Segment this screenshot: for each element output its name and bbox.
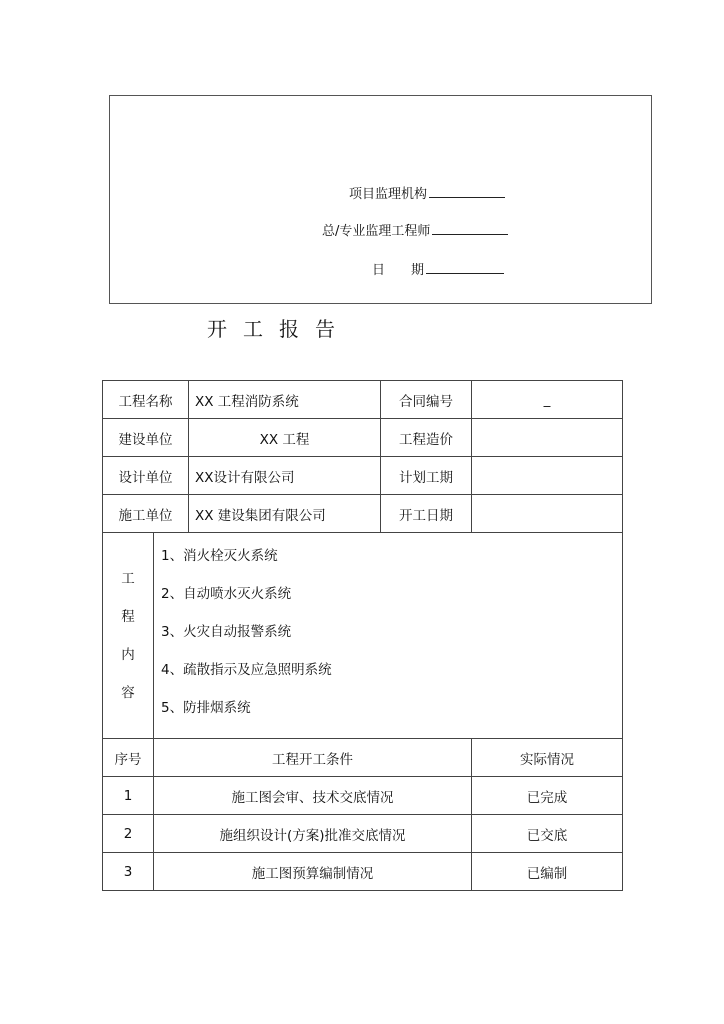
- date-label: 日 期: [372, 263, 425, 278]
- project-cost-label: 工程造价: [381, 419, 472, 457]
- content-label-char: 程: [121, 608, 135, 625]
- signature-box: [109, 95, 652, 304]
- supervising-engineer-line: [322, 220, 508, 239]
- contract-no-value: _: [472, 381, 623, 419]
- info-row-design: [103, 457, 623, 495]
- list-item: 1、消火栓灭火系统: [161, 548, 278, 564]
- condition-no: 2: [103, 815, 154, 853]
- supervision-org-line: [349, 183, 505, 202]
- content-label-char: 容: [121, 684, 135, 701]
- condition-status: 已编制: [472, 853, 623, 891]
- design-unit-label: 设计单位: [103, 457, 189, 495]
- content-label-char: 工: [121, 570, 135, 587]
- project-name-label: 工程名称: [103, 381, 189, 419]
- list-item: 3、火灾自动报警系统: [161, 624, 292, 640]
- seq-no-header: 序号: [103, 739, 154, 777]
- project-content-label: [103, 533, 154, 739]
- planned-duration-label: 计划工期: [381, 457, 472, 495]
- supervising-engineer-blank[interactable]: [432, 221, 508, 235]
- contract-no-label: 合同编号: [381, 381, 472, 419]
- table-row: [103, 853, 623, 891]
- table-row: [103, 777, 623, 815]
- list-item: 2、自动喷水灭火系统: [161, 586, 292, 602]
- info-row-owner: [103, 419, 623, 457]
- construction-unit-label: 施工单位: [103, 495, 189, 533]
- start-condition-header: 工程开工条件: [154, 739, 472, 777]
- content-row: [103, 533, 623, 739]
- date-blank[interactable]: [426, 260, 504, 274]
- owner-unit-value: XX 工程: [189, 419, 381, 457]
- project-content-list: [154, 533, 623, 739]
- supervision-org-label: 项目监理机构: [349, 187, 428, 202]
- project-cost-value: [472, 419, 623, 457]
- conditions-header-row: [103, 739, 623, 777]
- condition-text: 施组织设计(方案)批准交底情况: [154, 815, 472, 853]
- report-table: [102, 380, 623, 891]
- condition-status: 已交底: [472, 815, 623, 853]
- supervising-engineer-label: 总/专业监理工程师: [322, 224, 431, 239]
- supervision-org-blank[interactable]: [429, 184, 505, 198]
- info-row-project: [103, 381, 623, 419]
- page-title: 开工报告: [207, 317, 351, 341]
- condition-no: 1: [103, 777, 154, 815]
- start-date-label: 开工日期: [381, 495, 472, 533]
- design-unit-value: XX设计有限公司: [189, 457, 381, 495]
- list-item: 5、防排烟系统: [161, 700, 251, 716]
- owner-unit-label: 建设单位: [103, 419, 189, 457]
- actual-status-header: 实际情况: [472, 739, 623, 777]
- condition-no: 3: [103, 853, 154, 891]
- list-item: 4、疏散指示及应急照明系统: [161, 662, 332, 678]
- project-name-value: XX 工程消防系统: [189, 381, 381, 419]
- construction-unit-value: XX 建设集团有限公司: [189, 495, 381, 533]
- condition-text: 施工图会审、技术交底情况: [154, 777, 472, 815]
- planned-duration-value: [472, 457, 623, 495]
- date-line: [372, 259, 504, 278]
- condition-text: 施工图预算编制情况: [154, 853, 472, 891]
- start-date-value: [472, 495, 623, 533]
- info-row-construction: [103, 495, 623, 533]
- table-row: [103, 815, 623, 853]
- condition-status: 已完成: [472, 777, 623, 815]
- content-label-char: 内: [121, 646, 135, 663]
